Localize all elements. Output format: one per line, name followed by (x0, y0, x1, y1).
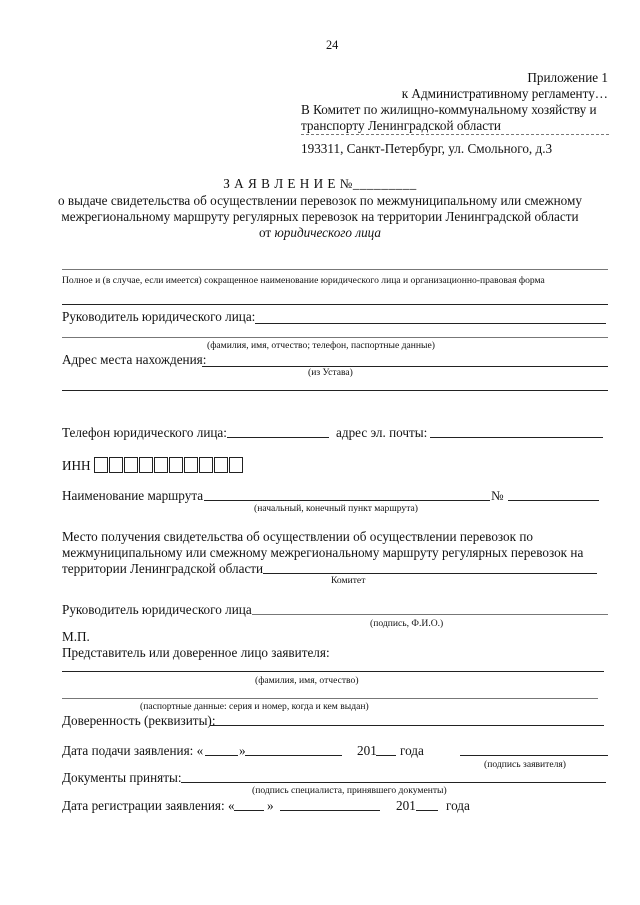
address-label: Адрес места нахождения: (62, 352, 207, 367)
committee-line-2: транспорту Ленинградской области (301, 118, 501, 133)
registration-year-prefix: 201 (396, 798, 416, 813)
inn-digit-cell[interactable] (169, 457, 183, 473)
representative-input-line[interactable] (62, 671, 604, 672)
committee-address: 193311, Санкт-Петербург, ул. Смольного, д.3 (301, 141, 553, 156)
inn-input[interactable] (94, 457, 248, 473)
power-of-attorney-input-line[interactable] (210, 725, 604, 726)
regulation-label: к Административному регламенту… (401, 86, 608, 101)
receipt-line-1: Место получения свидетельства об осуществлении об осуществлении перевозок по (62, 529, 533, 544)
submit-year-prefix: 201 (357, 743, 377, 758)
inn-digit-cell[interactable] (184, 457, 198, 473)
inn-digit-cell[interactable] (229, 457, 243, 473)
header-separator (301, 134, 609, 135)
registration-year-suffix: года (446, 798, 470, 813)
form-title: З А Я В Л Е Н И Е №_________ (223, 176, 417, 191)
inn-digit-cell[interactable] (214, 457, 228, 473)
org-name-line-2[interactable] (62, 304, 608, 305)
from-prefix: от (258, 225, 275, 240)
representative-label: Представитель или доверенное лицо заявителя: (62, 645, 330, 660)
submit-month-input-line[interactable] (245, 755, 342, 756)
head-input-line[interactable] (255, 323, 606, 324)
address-hint: (из Устава) (308, 367, 353, 378)
receipt-hint: Комитет (331, 575, 366, 586)
docs-accepted-hint: (подпись специалиста, принявшего документы) (252, 785, 447, 796)
inn-label: ИНН (62, 458, 91, 473)
signature-hint: (подпись, Ф.И.О.) (370, 618, 444, 629)
representative-hint: (фамилия, имя, отчество) (255, 675, 359, 686)
route-number-label: № (491, 488, 504, 503)
seal-label: М.П. (62, 629, 90, 644)
submit-year-input-line[interactable] (376, 755, 396, 756)
address-input-line[interactable] (202, 366, 608, 367)
route-hint: (начальный, конечный пункт маршрута) (254, 503, 418, 514)
route-input-line[interactable] (204, 500, 490, 501)
from-entity: юридического лица (274, 225, 382, 240)
route-number-input-line[interactable] (508, 500, 599, 501)
receipt-line-2: межмуниципальному или смежному межрегиональному маршруту регулярных перевозок на (62, 545, 584, 560)
head-input-line-2[interactable] (62, 337, 608, 338)
registration-day-input-line[interactable] (234, 810, 264, 811)
phone-label: Телефон юридического лица: (62, 425, 227, 440)
submit-day-input-line[interactable] (205, 755, 238, 756)
power-of-attorney-label: Доверенность (реквизиты): (62, 713, 216, 728)
signature-input-line[interactable] (252, 614, 608, 615)
email-label: адрес эл. почты: (336, 425, 428, 440)
inn-digit-cell[interactable] (139, 457, 153, 473)
page-number: 24 (326, 38, 339, 52)
registration-year-input-line[interactable] (416, 810, 438, 811)
org-name-line[interactable] (62, 269, 608, 270)
inn-digit-cell[interactable] (109, 457, 123, 473)
head-hint: (фамилия, имя, отчество; телефон, паспортные данные) (207, 340, 435, 351)
form-subtitle-line-1: о выдаче свидетельства об осуществлении перевозок по межмуниципальному или смежному (58, 193, 582, 208)
route-label: Наименование маршрута (62, 488, 204, 503)
applicant-signature-hint: (подпись заявителя) (484, 759, 567, 770)
email-input-line[interactable] (430, 437, 603, 438)
submit-date-label: Дата подачи заявления: « (62, 743, 204, 758)
passport-hint: (паспортные данные: серия и номер, когда и кем выдан) (140, 701, 369, 712)
inn-digit-cell[interactable] (154, 457, 168, 473)
registration-date-label: Дата регистрации заявления: « (62, 798, 235, 813)
registration-month-input-line[interactable] (280, 810, 380, 811)
docs-accepted-input-line[interactable] (181, 782, 606, 783)
inn-digit-cell[interactable] (94, 457, 108, 473)
head-label: Руководитель юридического лица: (62, 309, 256, 324)
form-subtitle-from (0, 225, 640, 241)
submit-year-suffix: года (400, 743, 424, 758)
signature-label: Руководитель юридического лица (62, 602, 252, 617)
inn-digit-cell[interactable] (124, 457, 138, 473)
applicant-signature-line[interactable] (460, 755, 608, 756)
phone-input-line[interactable] (227, 437, 329, 438)
appendix-label: Приложение 1 (527, 70, 608, 85)
registration-date-close: » (267, 798, 274, 813)
passport-input-line[interactable] (62, 698, 598, 699)
committee-line-1: В Комитет по жилищно-коммунальному хозяйству и (301, 102, 597, 117)
inn-digit-cell[interactable] (199, 457, 213, 473)
receipt-line-3: территории Ленинградской области (62, 561, 264, 576)
receipt-input-line[interactable] (263, 573, 597, 574)
docs-accepted-label: Документы приняты: (62, 770, 182, 785)
submit-date-close: » (239, 743, 246, 758)
org-name-hint: Полное и (в случае, если имеется) сокращенное наименование юридического лица и организационно-правовая форма (62, 275, 545, 286)
form-subtitle-line-2: межрегиональному маршруту регулярных перевозок на территории Ленинградской области (61, 209, 579, 224)
address-input-line-2[interactable] (62, 390, 608, 391)
